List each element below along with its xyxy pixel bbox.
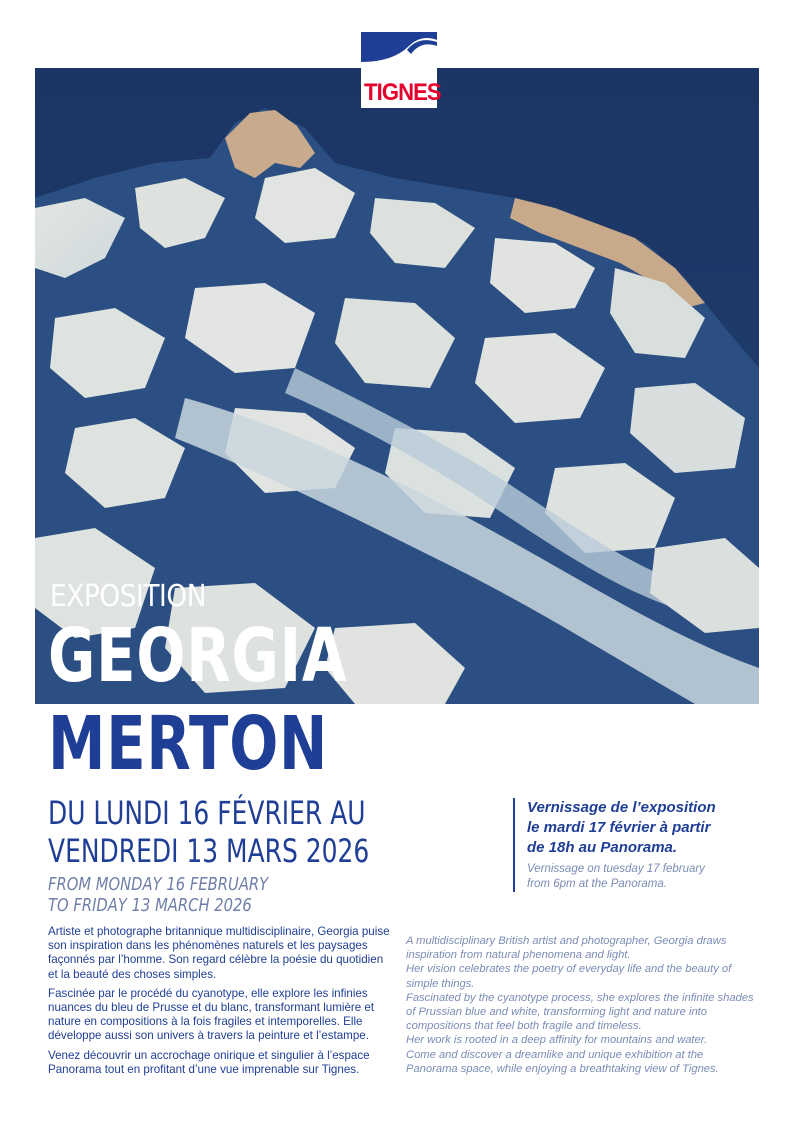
description-en bbox=[406, 934, 756, 1076]
exhibition-kicker: EXPOSITION bbox=[50, 579, 207, 614]
dates-en bbox=[48, 874, 268, 916]
vernissage-block bbox=[513, 798, 767, 892]
description-en-paragraph: Fascinated by the cyanotype process, she explores the infinite shades of Prussian blue and white, transforming light and nature into compositions that feel both fragile and timeless. bbox=[406, 991, 754, 1033]
dates-en-line1: FROM MONDAY 16 FEBRUARY bbox=[48, 874, 269, 895]
tignes-logo-mark bbox=[361, 32, 437, 76]
vernissage-en-line: from 6pm at the Panorama. bbox=[527, 878, 667, 890]
vernissage-fr-line: le mardi 17 février à partir bbox=[527, 819, 711, 836]
description-en-paragraph: Her vision celebrates the poetry of everyday life and the beauty of simple things. bbox=[406, 963, 732, 990]
dates-fr-line1: DU LUNDI 16 FÉVRIER AU bbox=[48, 794, 366, 832]
artist-last-name: MERTON bbox=[48, 701, 329, 787]
description-fr-paragraph: Fascinée par le procédé du cyanotype, elle explore les infinies nuances du bleu de Prusse et du blanc, transformant lumière et nature en compositions à la fois fragiles et intemporelles. Elle développe aussi son univers à travers la peinture et l’estampe. bbox=[48, 986, 375, 1043]
description-en-paragraph: Her work is rooted in a deep affinity for mountains and water. bbox=[406, 1034, 708, 1047]
description-fr-paragraph: Artiste et photographe britannique multidisciplinaire, Georgia puise son inspiration dans les phénomènes naturels et les paysages façonnés par l’homme. Son regard célèbre la poésie du quotidien et la beauté des choses simples. bbox=[48, 925, 390, 981]
description-en-paragraph: Come and discover a dreamlike and unique exhibition at the Panorama space, while enjoying a breathtaking view of Tignes. bbox=[406, 1048, 719, 1075]
vernissage-fr bbox=[527, 798, 767, 858]
artist-first-name: GEORGIA bbox=[48, 613, 348, 699]
description-fr bbox=[48, 925, 390, 1082]
dates-fr bbox=[48, 794, 369, 870]
vernissage-fr-line: Vernissage de l’exposition bbox=[527, 799, 716, 816]
vernissage-en bbox=[527, 862, 767, 892]
dates-en-line2: TO FRIDAY 13 MARCH 2026 bbox=[48, 895, 252, 916]
vernissage-fr-line: de 18h au Panorama. bbox=[527, 839, 678, 856]
tignes-logo-text: TIGNES bbox=[364, 79, 441, 106]
tignes-logo bbox=[361, 32, 441, 108]
vernissage-en-line: Vernissage on tuesday 17 february bbox=[527, 863, 705, 875]
description-fr-paragraph: Venez découvrir un accrochage onirique et singulier à l’espace Panorama tout en profitant d’une vue imprenable sur Tignes. bbox=[48, 1048, 370, 1076]
dates-fr-line2: VENDREDI 13 MARS 2026 bbox=[48, 832, 370, 870]
description-en-paragraph: A multidisciplinary British artist and photographer, Georgia draws inspiration from natural phenomena and light. bbox=[406, 935, 727, 962]
